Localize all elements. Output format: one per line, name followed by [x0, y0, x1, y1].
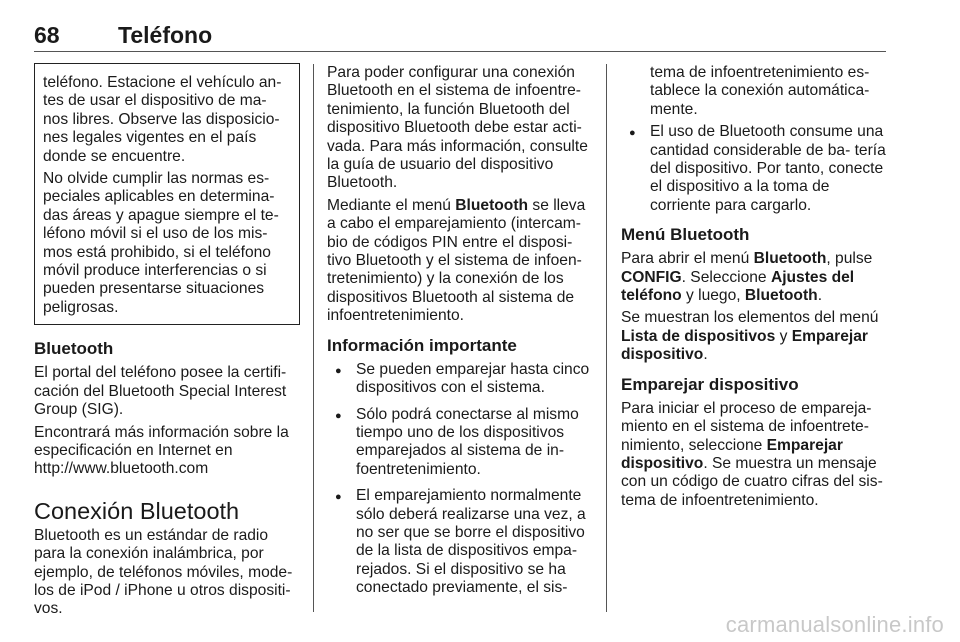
header-rule	[34, 51, 886, 52]
page-number: 68	[34, 22, 60, 48]
menu-items-paragraph: Se muestran los elementos del menú Lista de dispositivos y Emparejar dispositivo.	[621, 309, 879, 364]
section-title: Teléfono	[118, 22, 213, 48]
list-item: ● Se pueden emparejar hasta cinco dispositivos con el sistema.	[327, 361, 592, 398]
column-divider-1	[313, 64, 314, 612]
list-item: ● Sólo podrá conectarse al mismo tiempo uno de los dispositivos emparejados al sistema de in- foentretenimiento.	[327, 406, 592, 480]
menu-paragraph	[327, 197, 592, 326]
column-1	[34, 56, 300, 623]
column-2	[327, 56, 592, 606]
menu-paragraph-text-1: Mediante el menú	[327, 196, 456, 214]
list-item: ● El emparejamiento normalmente sólo deberá realizarse una vez, a no ser que se borre el dispositivo de la lista de dispositivos empa- rejados. Si el dispositivo se ha conectado previamente, el sis-	[327, 487, 592, 597]
watermark: carmanualsonline.info	[725, 612, 944, 637]
column-divider-2	[606, 64, 607, 612]
info-bullet-list-cont	[621, 123, 887, 215]
note-paragraph-1: teléfono. Estacione el vehículo an- tes de usar el dispositivo de ma- nos libres. Observe las disposicio- nes legales vigentes en el país donde se encuentre.	[43, 74, 282, 165]
note-paragraph-2: No olvide cumplir las normas es- peciales aplicables en determina- das áreas y apague siempre el te- léfono móvil si el uso de los mis- mos está prohibido, si el teléfono móvil produce interferencias o si pueden presentarse situaciones peligrosas.	[43, 170, 279, 316]
menu-bluetooth-heading: Menú Bluetooth	[621, 225, 750, 245]
bluetooth-paragraph-2: Encontrará más información sobre la especificación en Internet en http://www.bluetooth.com	[34, 423, 289, 478]
bluetooth-heading: Bluetooth	[34, 339, 114, 359]
info-bullet-list	[327, 361, 592, 598]
bullet-continuation: tema de infoentretenimiento es- tablece la conexión automática- mente.	[650, 64, 870, 118]
menu-open-paragraph: Para abrir el menú Bluetooth, pulse CONFIG. Seleccione Ajustes del teléfono y luego, Bluetooth.	[621, 250, 873, 305]
info-heading: Información importante	[327, 335, 517, 355]
note-box	[34, 63, 300, 325]
column-3	[621, 56, 887, 514]
pair-paragraph: Para iniciar el proceso de empareja- miento en el sistema de infoentrete- nimiento, seleccione Emparejar dispositivo. Se muestra un mensaje con un código de cuatro cifras del sis- tema de infoentretenimiento.	[621, 399, 883, 509]
conexion-paragraph-1: Bluetooth es un estándar de radio para la conexión inalámbrica, por ejemplo, de teléfonos móviles, mode- los de iPod / iPhone u otros dispositi- vos.	[34, 526, 293, 618]
pair-heading: Emparejar dispositivo	[621, 374, 799, 394]
conexion-heading: Conexión Bluetooth	[34, 497, 240, 524]
menu-paragraph-text-2: se lleva a cabo el emparejamiento (intercam- bio de códigos PIN entre el disposi- tivo Bluetooth y el sistema de infoen- tretenimiento) y la conexión de los dispositivos Bluetooth al sistema de infoentretenimiento.	[327, 196, 586, 325]
menu-bluetooth-bold: Bluetooth	[455, 196, 529, 214]
page-header	[34, 22, 886, 52]
list-item: ● El uso de Bluetooth consume una cantidad considerable de ba- tería del dispositivo. Por tanto, conecte el dispositivo a la toma de corriente para cargarlo.	[621, 123, 887, 215]
bluetooth-paragraph-1: El portal del teléfono posee la certifi- cación del Bluetooth Special Interest Group (SIG).	[34, 364, 287, 419]
config-paragraph: Para poder configurar una conexión Bluetooth en el sistema de infoentre- tenimiento, la función Bluetooth del dispositivo Bluetooth debe estar acti- vada. Para más información, consulte la guía de usuario del dispositivo Bluetooth.	[327, 64, 588, 192]
